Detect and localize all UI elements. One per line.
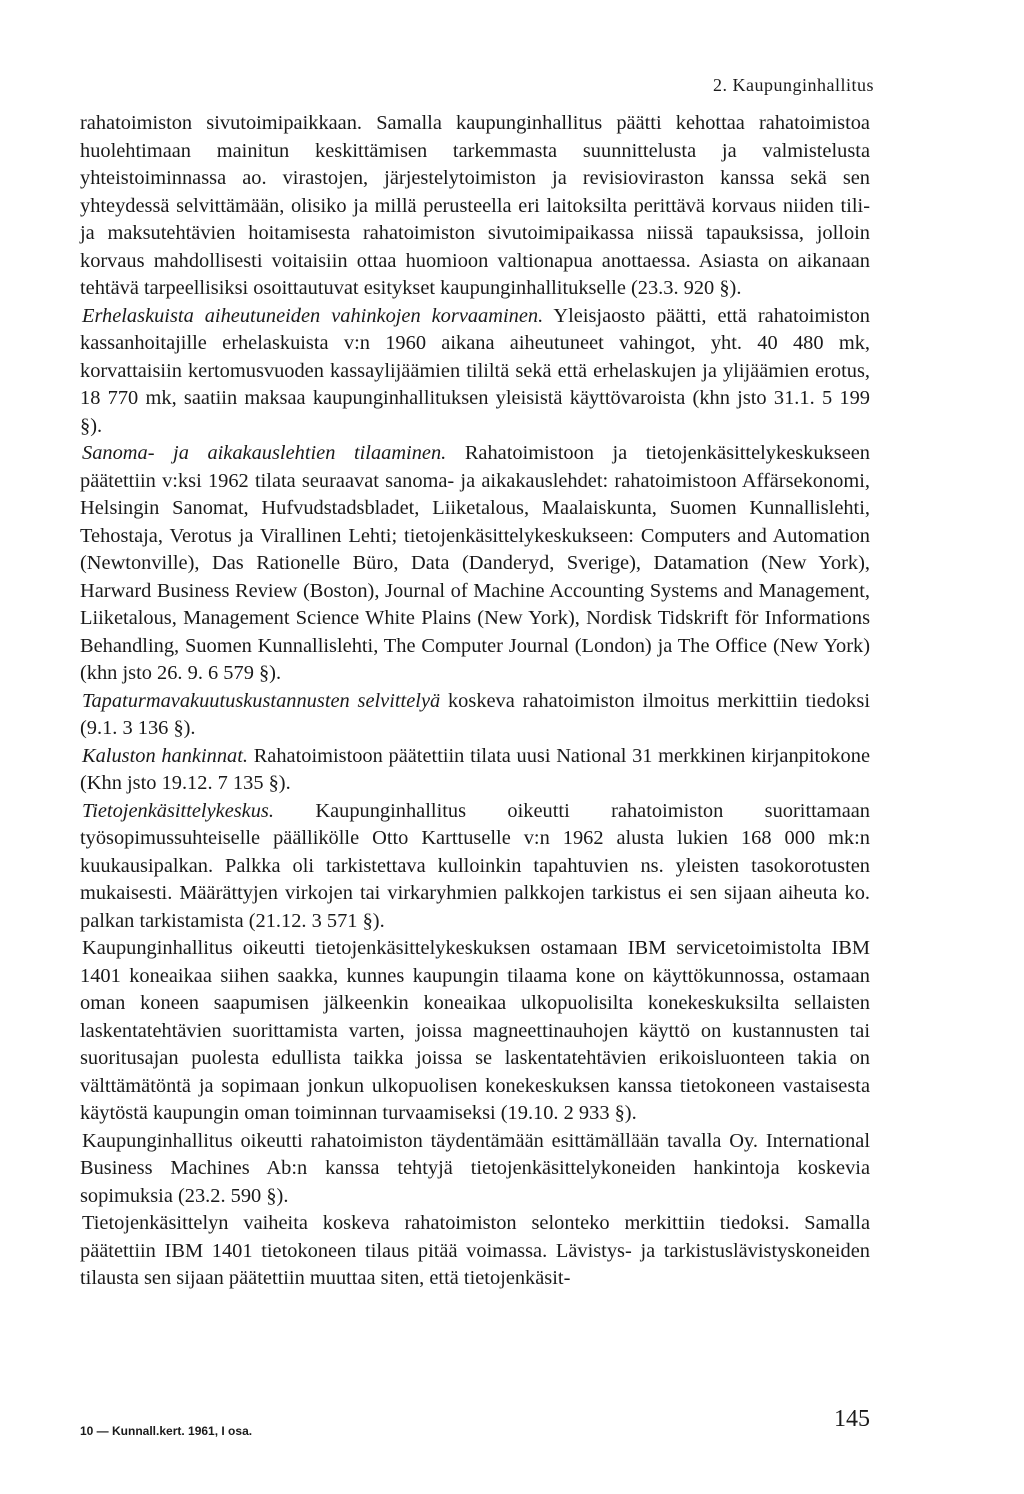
paragraph-4 (80, 688, 870, 743)
footer-source-note: 10 — Kunnall.kert. 1961, I osa. (80, 1424, 253, 1438)
paragraph-2 (80, 303, 870, 441)
paragraph-3-text: Rahatoimistoon ja tietojenkäsittelykeskukseen päätettiin v:ksi 1962 tilata seuraavat sanoma- ja aikakauslehdet: rahatoimistoon Affärsekonomi, Helsingin Sanomat, Hufvudstadsbladet, Liiketalous, Maalaiskunta, Suomen Kunnallislehti, Tehostaja, Verotus ja Virallinen Lehti; tietojenkäsittelykeskukseen: Computers and Automation (Newtonville), Das Rationelle Büro, Data (Danderyd, Sverige), Datamation (New York), Harward Business Review (Boston), Journal of Machine Accounting Systems and Management, Liiketalous, Management Science White Plains (New York), Nordisk Tidskrift för Informations Behandling, Suomen Kunnallislehti, The Computer Journal (London) ja The Office (New York) (khn jsto 26. 9. 6 579 §). (80, 442, 870, 684)
page-number: 145 (834, 1406, 870, 1432)
paragraph-6 (80, 798, 870, 936)
paragraph-3-heading: Sanoma- ja aikakauslehtien tilaaminen. (82, 442, 447, 464)
paragraph-5-heading: Kaluston hankinnat. (82, 744, 248, 767)
paragraph-9-text: Tietojenkäsittelyn vaiheita koskeva rahatoimiston selonteko merkittiin tiedoksi. Samalla päätettiin IBM 1401 tietokoneen tilaus pitää voimassa. Lävistys- ja tarkistuslävistyskoneiden tilausta sen sijaan päätettiin muuttaa siten, että tietojenkäsit- (80, 1212, 870, 1289)
paragraph-9 (80, 1210, 870, 1293)
paragraph-7 (80, 935, 870, 1128)
paragraph-1-text: rahatoimiston sivutoimipaikkaan. Samalla kaupunginhallitus päätti kehottaa rahatoimistoa huolehtimaan mainitun keskittämisen tarkemmasta suunnittelusta ja valmistelusta yhteistoiminnassa ao. virastojen, järjestelytoimiston ja revisioviraston kanssa sekä sen yhteydessä selvittämään, olisiko ja millä perusteella eri laitoksilta perittävä korvaus niiden tili- ja maksutehtävien hoitamisesta rahatoimiston sivutoimipaikassa niissä tapauksissa, jolloin korvaus mahdollisesti voitaisiin ottaa huomioon valtionapua anottaessa. Asiasta on aikanaan tehtävä tarpeellisiksi osoittautuvat esitykset kaupunginhallitukselle (23.3. 920 §). (80, 112, 870, 299)
paragraph-6-heading: Tietojenkäsittelykeskus. (82, 799, 274, 822)
paragraph-7-text: Kaupunginhallitus oikeutti tietojenkäsittelykeskuksen ostamaan IBM servicetoimistolta IBM 1401 koneaikaa siihen saakka, kunnes kaupungin tilaama kone on käyttökunnossa, ostamaan oman koneen saapumisen jälkeenkin koneaikaa ulkopuolisilta konekeskuksilta sellaisten laskentatehtävien suorittamista varten, joissa magneettinauhojen käyttö on kustannusten tai suoritusajan puolesta edullista taikka joissa se laskentatehtävien erikoisluonteen takia on välttämätöntä ja sopimaan jonkun ulkopuolisen konekeskuksen kanssa tietokoneen vastaisesta käytöstä kaupungin oman toiminnan turvaamiseksi (19.10. 2 933 §). (80, 937, 870, 1124)
paragraph-1 (80, 110, 870, 303)
paragraph-6-text: Kaupunginhallitus oikeutti rahatoimiston suorittamaan työsopimussuhteiselle päällikölle Otto Karttuselle v:n 1962 alusta lukien 168 000 mk:n kuukausipalkan. Palkka oli tarkistettava kulloinkin tapahtuvien ns. yleisten tasokorotusten mukaisesti. Määrättyjen virkojen tai virkaryhmien palkkojen tarkistus ei sen sijaan aiheuta ko. palkan tarkistamista (21.12. 3 571 §). (80, 799, 870, 932)
paragraph-8 (80, 1128, 870, 1211)
paragraph-2-text: Yleisjaosto päätti, että rahatoimiston kassanhoitajille erhelaskuista v:n 1960 aikana aiheutuneet vahingot, yht. 40 480 mk, korvattaisiin kertomusvuoden kassaylijäämien tililtä sekä että erhelaskujen ja ylijäämien erotus, 18 770 mk, saatiin maksaa kaupunginhallituksen yleisistä käyttövaroista (khn jsto 31.1. 5 199 §). (80, 304, 870, 437)
paragraph-8-text: Kaupunginhallitus oikeutti rahatoimiston täydentämään esittämällään tavalla Oy. International Business Machines Ab:n kanssa tehtyjä tietojenkäsittelykoneiden hankintoja koskevia sopimuksia (23.2. 590 §). (80, 1129, 870, 1207)
paragraph-2-heading: Erhelaskuista aiheutuneiden vahinkojen korvaaminen. (82, 304, 544, 327)
paragraph-5-text: Rahatoimistoon päätettiin tilata uusi National 31 merkkinen kirjanpitokone (Khn jsto 19.12. 7 135 §). (80, 744, 870, 794)
paragraph-5 (80, 743, 870, 798)
body-text (80, 110, 870, 1293)
paragraph-4-text: koskeva rahatoimiston ilmoitus merkittiin tiedoksi (9.1. 3 136 §). (80, 689, 870, 739)
running-head: 2. Kaupunginhallitus (713, 75, 874, 95)
paragraph-4-heading: Tapaturmavakuutuskustannusten selvittelyä (82, 689, 441, 712)
paragraph-3 (80, 440, 870, 688)
